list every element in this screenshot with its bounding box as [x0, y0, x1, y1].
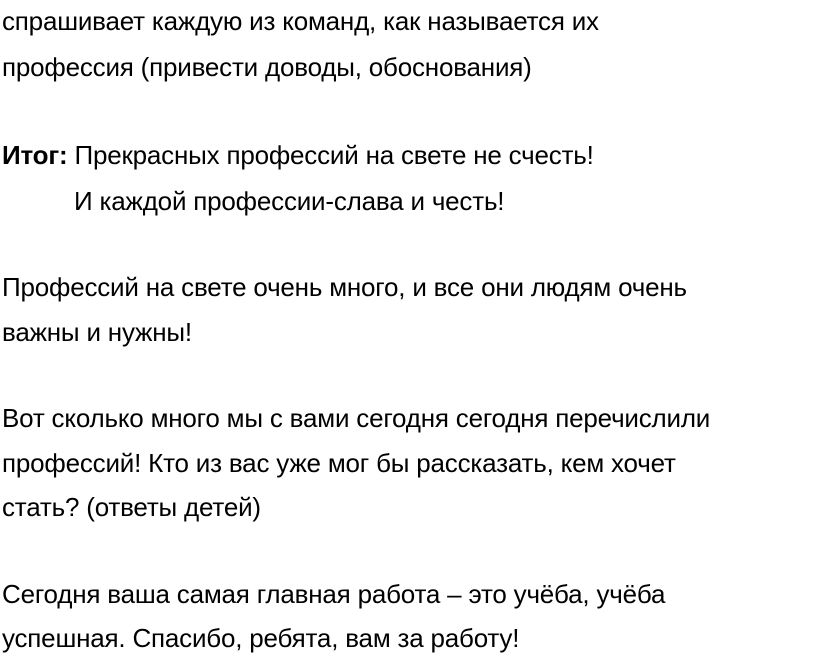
paragraph-2-line-2: важны и нужны!: [2, 317, 192, 347]
paragraph-4-line-1: Сегодня ваша самая главная работа – это учёба, учёба: [2, 579, 666, 609]
summary-label: Итог:: [2, 140, 68, 170]
summary-text: Прекрасных профессий на свете не счесть!: [67, 140, 594, 170]
summary-line-1: [2, 138, 594, 172]
paragraph-2-line-1: Профессий на свете очень много, и все они людям очень: [2, 272, 687, 302]
paragraph-4-line-2: успешная. Спасибо, ребята, вам за работу!: [2, 623, 520, 653]
paragraph-3-line-1: Вот сколько много мы с вами сегодня сегодня перечислили: [2, 403, 711, 433]
summary-line-2: И каждой профессии-слава и честь!: [74, 186, 505, 216]
paragraph-1-line-1: спрашивает каждую из команд, как называется их: [2, 6, 599, 36]
paragraph-1-line-2: профессия (привести доводы, обоснования): [2, 52, 532, 82]
paragraph-3-line-3: стать? (ответы детей): [2, 492, 261, 522]
paragraph-3-line-2: профессий! Кто из вас уже мог бы рассказать, кем хочет: [2, 448, 676, 478]
